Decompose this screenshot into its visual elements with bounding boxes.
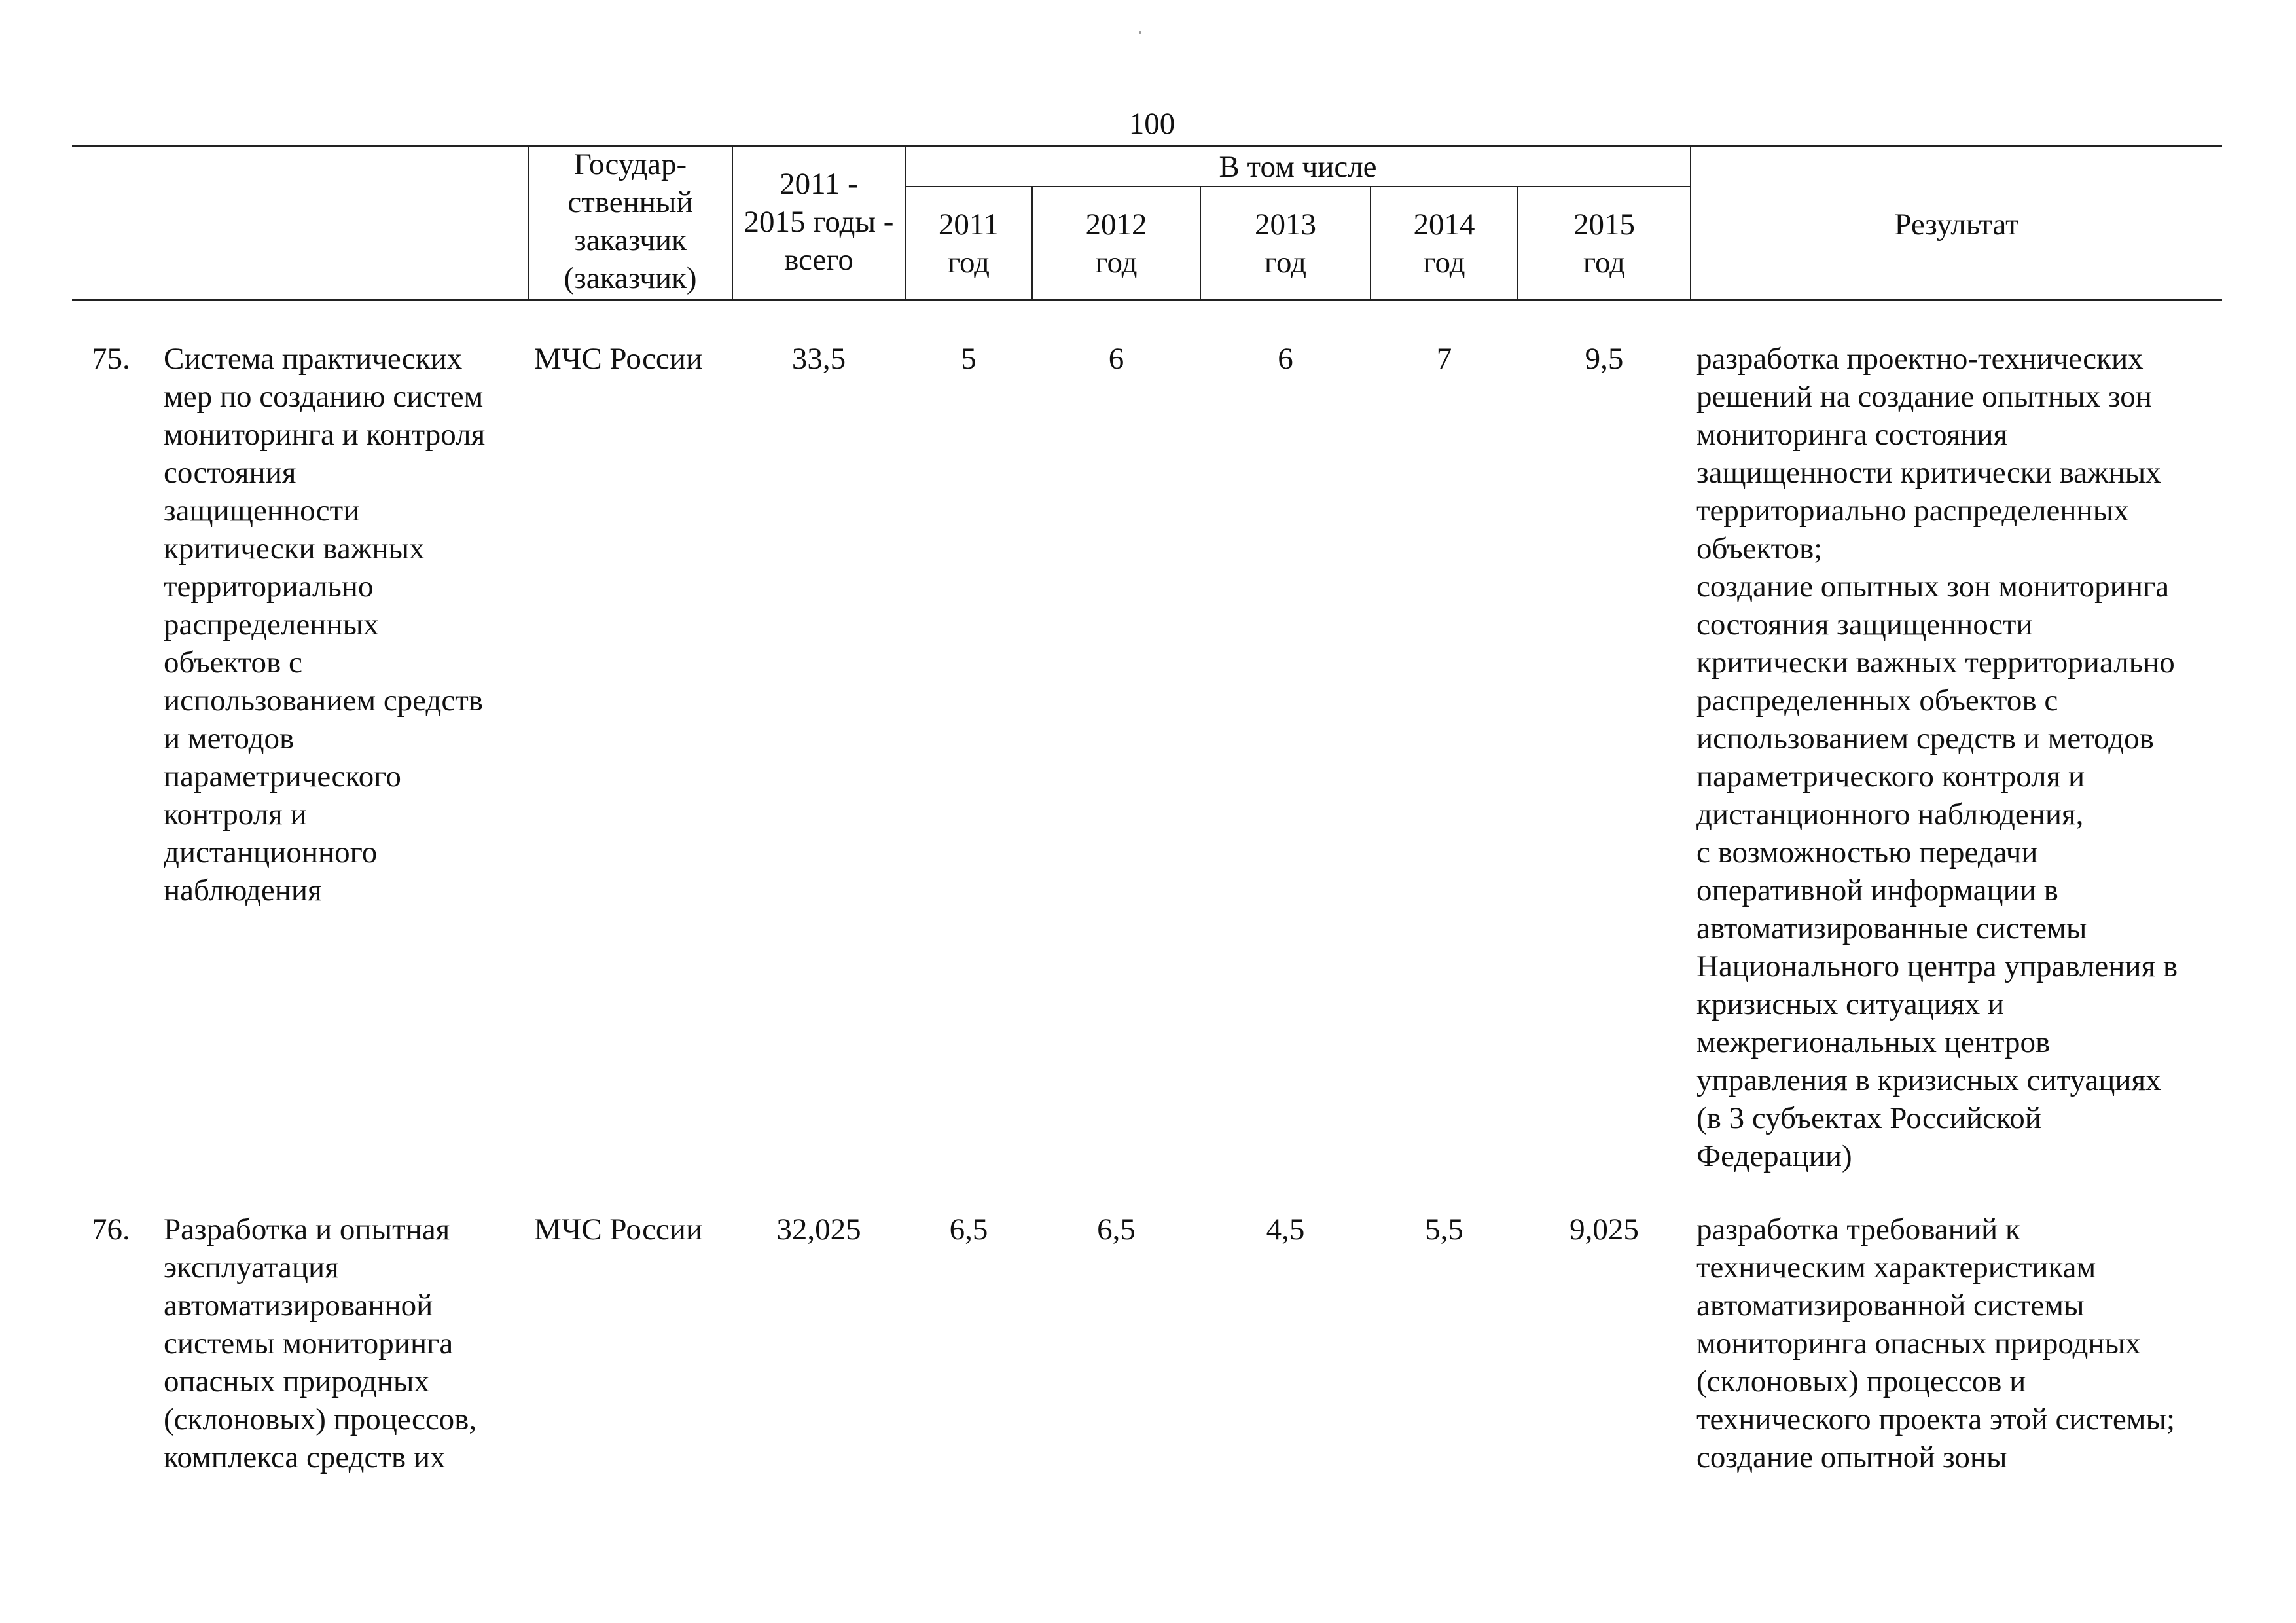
row-number: 75.: [92, 342, 130, 376]
row-year-2011: 6,5: [949, 1213, 988, 1247]
header-year-2015: 2015 год: [1573, 208, 1635, 280]
row-year-2015: 9,025: [1570, 1213, 1639, 1247]
header-customer: Государ- ственный заказчик (заказчик): [564, 147, 697, 295]
header-bottom-rule: [72, 299, 2222, 301]
row-customer: МЧС России: [534, 342, 703, 376]
page-number: 100: [1128, 107, 1175, 141]
row-year-2014: 7: [1436, 342, 1452, 376]
row-total: 33,5: [791, 342, 846, 376]
row-measure-name: Разработка и опытная эксплуатация автоматизированной системы мониторинга опасных природных (склоновых) процессов, комплекса средств их: [164, 1213, 477, 1474]
header-total: 2011 - 2015 годы - всего: [744, 167, 894, 277]
header-year-2014: 2014 год: [1413, 208, 1475, 280]
row-year-2012: 6,5: [1097, 1213, 1136, 1247]
row-year-2012: 6: [1108, 342, 1124, 376]
row-total: 32,025: [776, 1213, 861, 1247]
header-year-2012: 2012 год: [1085, 208, 1147, 280]
row-year-2013: 6: [1278, 342, 1293, 376]
header-year-2011: 2011 год: [938, 208, 999, 280]
row-result: разработка проектно-технических решений на создание опытных зон мониторинга состояния защищенности критически важных территориально распределенных объектов; создание опытных зон мониторинга состояния защищенности критически важных территориально распределенных объектов с использованием средств и методов параметрического контроля и дистанционного наблюдения, с возможностью передачи оперативной информации в автоматизированные системы Национального центра управления в кризисных ситуациях и межрегиональных центров управления в кризисных ситуациях (в 3 субъектах Российской Федерации): [1696, 342, 2178, 1173]
row-customer: МЧС России: [534, 1213, 703, 1247]
header-year-2013: 2013 год: [1255, 208, 1316, 280]
row-year-2014: 5,5: [1425, 1213, 1463, 1247]
row-number: 76.: [92, 1213, 130, 1247]
header-including: В том числе: [1219, 150, 1377, 184]
row-year-2013: 4,5: [1266, 1213, 1305, 1247]
row-year-2015: 9,5: [1585, 342, 1624, 376]
row-year-2011: 5: [961, 342, 977, 376]
scan-mark: [1139, 31, 1141, 34]
row-measure-name: Система практических мер по созданию систем мониторинга и контроля состояния защищенности критически важных территориально распределенных объектов с использованием средств и методов параметрического контроля и дистанционного наблюдения: [164, 342, 486, 907]
table-top-rule: [72, 145, 2222, 147]
row-result: разработка требований к техническим характеристикам автоматизированной системы мониторинга опасных природных (склоновых) процессов и технического проекта этой системы; создание опытной зоны: [1696, 1213, 2176, 1474]
header-result: Результат: [1894, 208, 2019, 242]
year-group-rule: [905, 186, 1690, 187]
